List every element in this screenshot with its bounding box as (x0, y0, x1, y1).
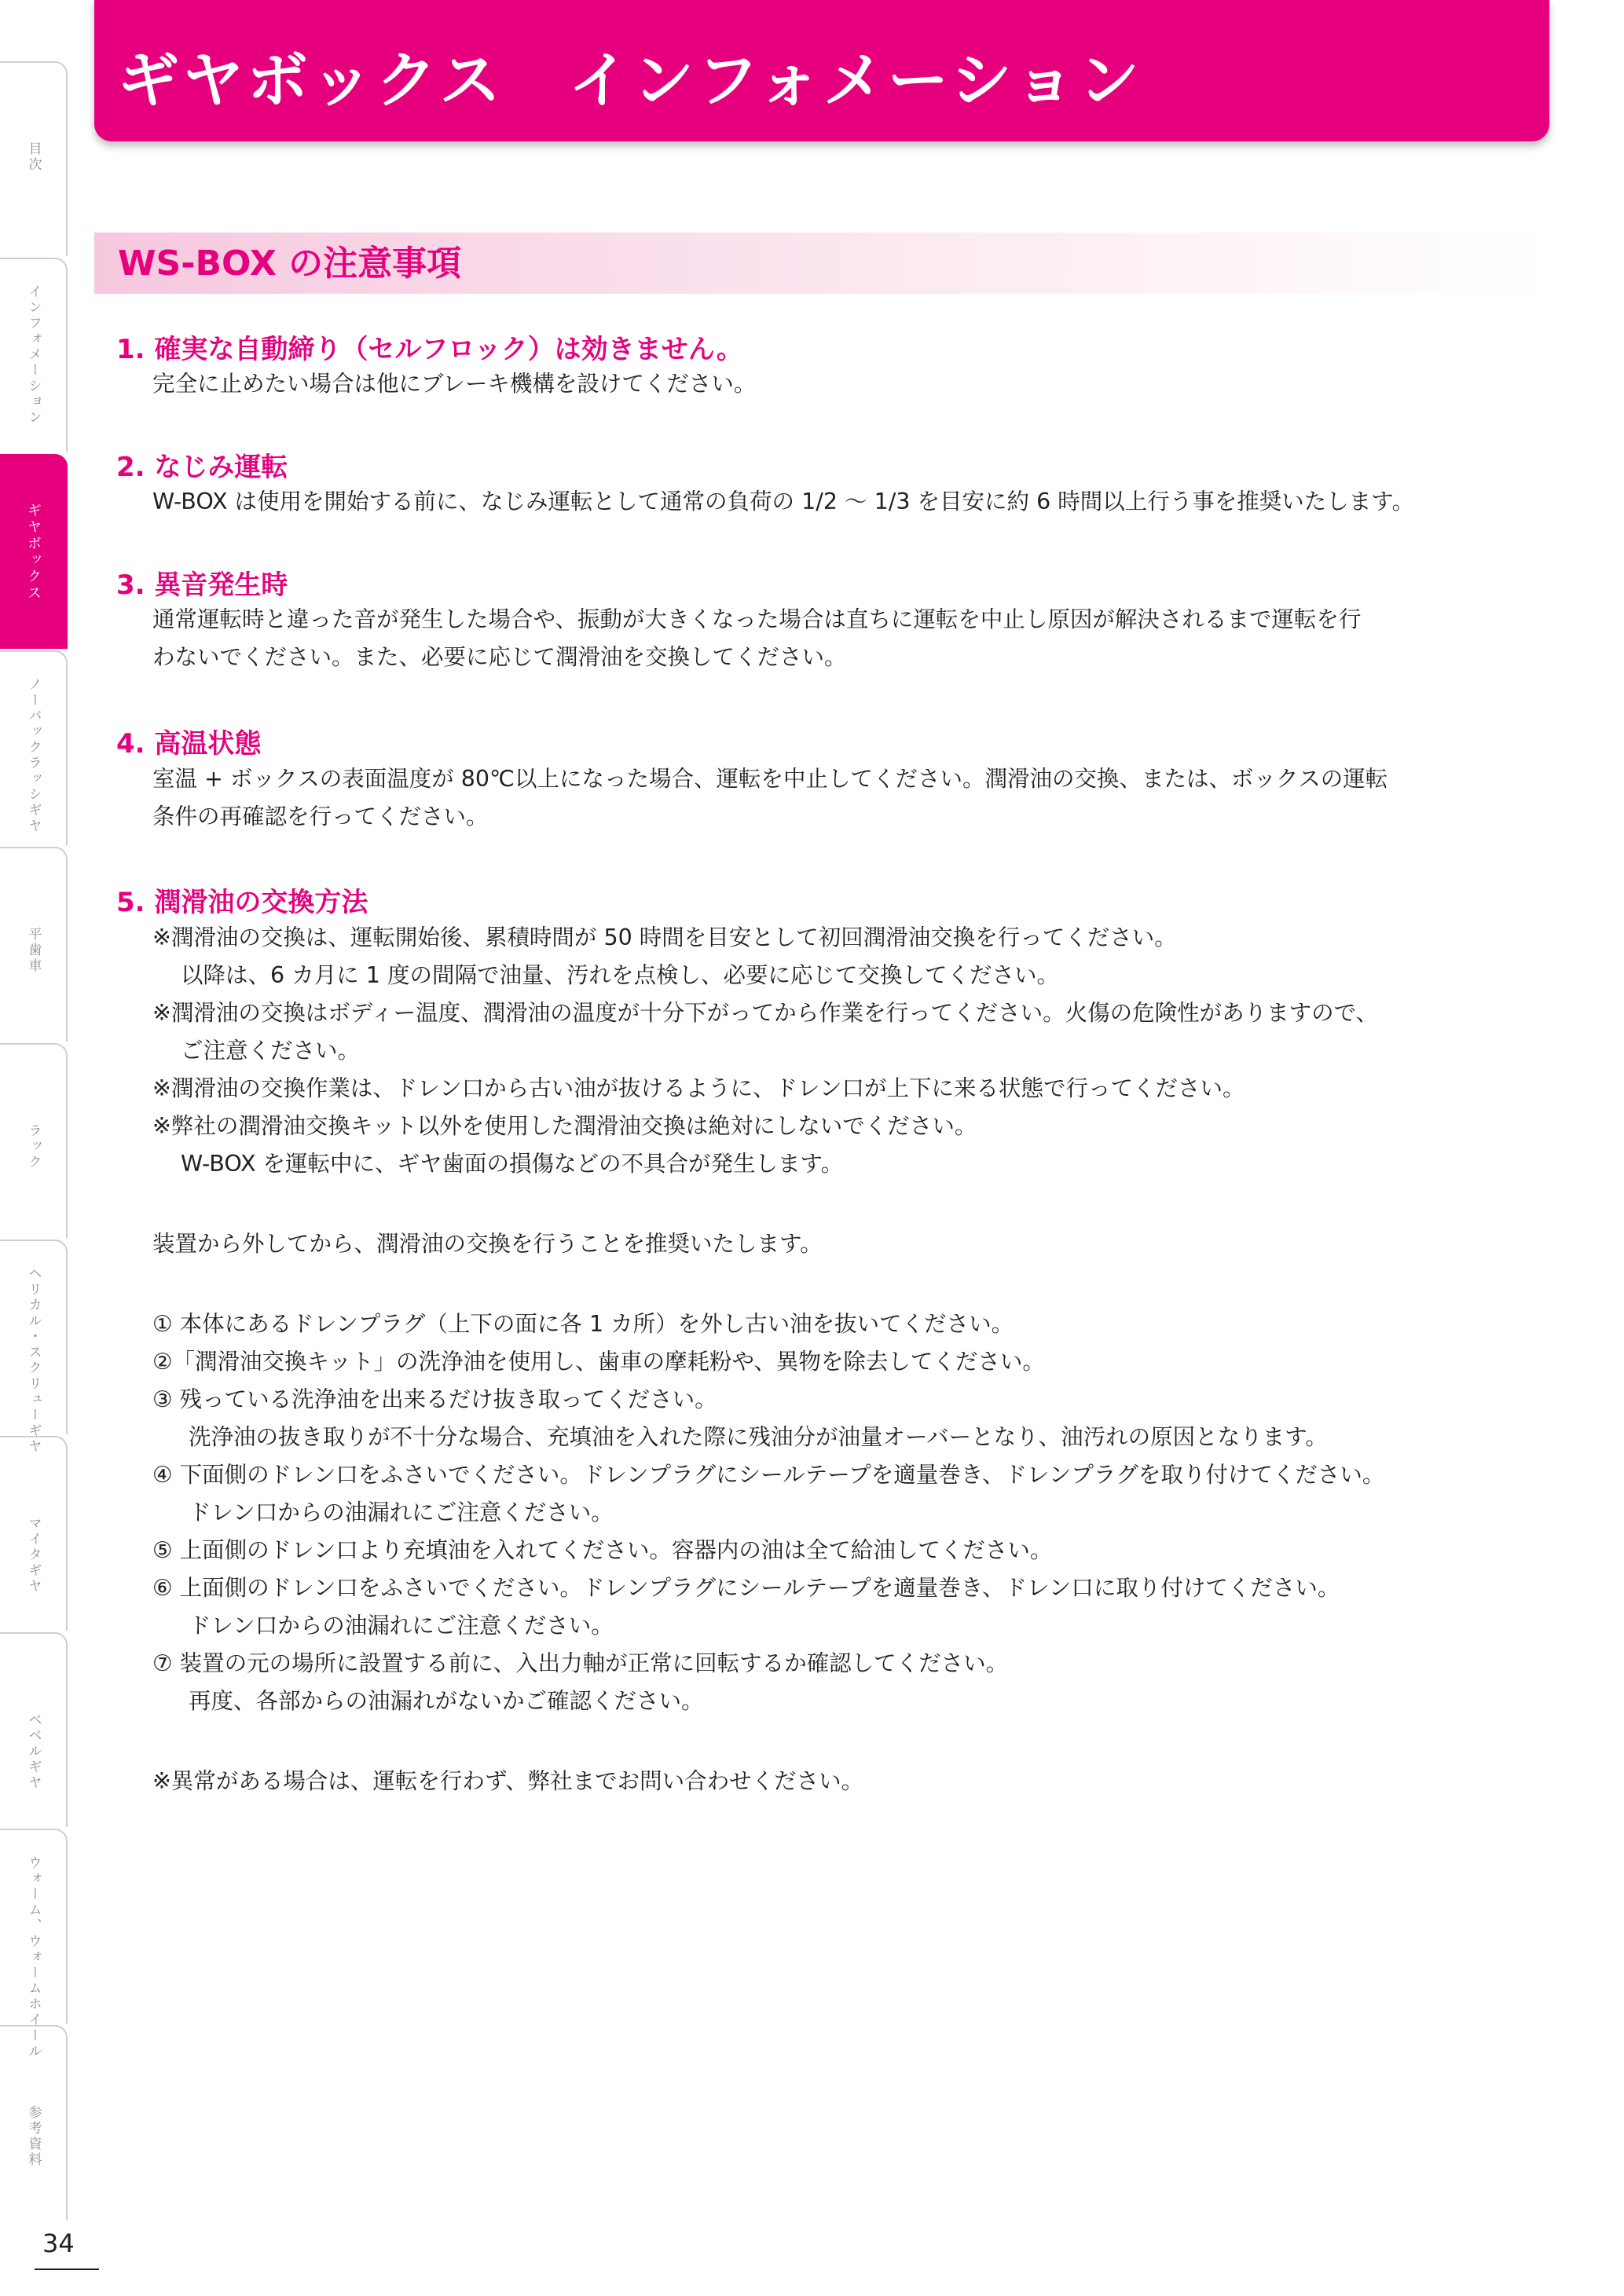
side-tab-label: ノーバックラッシギヤ (25, 677, 42, 834)
side-tab-information[interactable] (0, 258, 68, 452)
step-line: ⑥ 上面側のドレン口をふさいでください。ドレンプラグにシールテープを適量巻き、ドレン口に取り付けてください。 (152, 1575, 1340, 1601)
step-line: ドレン口からの油漏れにご注意ください。 (189, 1613, 614, 1639)
header-banner (94, 0, 1549, 141)
step-line: ① 本体にあるドレンプラグ（上下の面に各 1 カ所）を外し古い油を抜いてください。 (152, 1311, 1014, 1337)
side-tab-label: ベベルギヤ (25, 1712, 42, 1791)
note-line: ※潤滑油の交換は、運転開始後、累積時間が 50 時間を目安として初回潤滑油交換を行ってください。 (152, 925, 1177, 950)
step-line: 再度、各部からの油漏れがないかご確認ください。 (189, 1688, 704, 1714)
side-tab-contents[interactable] (0, 61, 68, 256)
side-tab-worm-wheel[interactable] (0, 1829, 68, 2060)
page-number: 34 (42, 2228, 75, 2258)
note-line: ※潤滑油の交換はボディー温度、潤滑油の温度が十分下がってから作業を行ってください。火傷の危険性がありますので、 (152, 1000, 1379, 1026)
side-tab-label: ウォーム、ウォームホイール (25, 1855, 42, 2060)
side-tab-helical-screw-gear[interactable] (0, 1240, 68, 1455)
page-title: ギヤボックス インフォメーション (118, 46, 1143, 116)
item-title: 3. 異音発生時 (116, 569, 288, 601)
item-title: 1. 確実な自動締り（セルフロック）は効きません。 (116, 334, 743, 365)
item-text: W-BOX は使用を開始する前に、なじみ運転として通常の負荷の 1/2 〜 1/3 を目安に約 6 時間以上行う事を推奨いたします。 (152, 489, 1414, 514)
item-text: 条件の再確認を行ってください。 (152, 804, 489, 829)
item-text: 室温 + ボックスの表面温度が 80℃以上になった場合、運転を中止してください。潤滑油の交換、または、ボックスの運転 (152, 766, 1388, 792)
note-line: ご注意ください。 (181, 1038, 361, 1064)
footer-divider (35, 2269, 99, 2270)
side-tab-reference[interactable] (0, 2025, 68, 2220)
note-line: W-BOX を運転中に、ギヤ歯面の損傷などの不具合が発生します。 (181, 1151, 844, 1177)
side-tab-label: ヘリカル・スクリューギヤ (25, 1266, 42, 1455)
item-text: 通常運転時と違った音が発生した場合や、振動が大きくなった場合は直ちに運転を中止し原因が解決されるまで運転を行 (152, 606, 1362, 632)
side-tab-label: ラック (25, 1123, 42, 1170)
item-title: 5. 潤滑油の交換方法 (116, 887, 368, 918)
section-heading-bar (94, 233, 1549, 294)
note-line: ※弊社の潤滑油交換キット以外を使用した潤滑油交換は絶対にしないでください。 (152, 1113, 977, 1139)
side-tab-spur-gear[interactable] (0, 847, 68, 1042)
side-tab-label: 平歯車 (25, 927, 42, 974)
side-tab-rack[interactable] (0, 1043, 68, 1238)
item-text: 完全に止めたい場合は他にブレーキ機構を設けてください。 (152, 371, 757, 397)
side-tab-label: 目次 (25, 141, 42, 173)
step-line: ③ 残っている洗浄油を出来るだけ抜き取ってください。 (152, 1386, 717, 1412)
step-line: ドレン口からの油漏れにご注意ください。 (189, 1500, 614, 1525)
side-tab-label: 参考資料 (25, 2105, 42, 2168)
side-tab-label: マイタギヤ (25, 1516, 42, 1595)
note-line: ※潤滑油の交換作業は、ドレン口から古い油が抜けるように、ドレン口が上下に来る状態で行ってください。 (152, 1075, 1245, 1101)
side-tab-no-backlash-gear[interactable] (0, 650, 68, 845)
side-tab-gearbox[interactable] (0, 454, 68, 649)
step-line: ⑦ 装置の元の場所に設置する前に、入出力軸が正常に回転するか確認してください。 (152, 1650, 1009, 1676)
section-title: WS-BOX の注意事項 (118, 244, 462, 284)
step-line: ⑤ 上面側のドレン口より充填油を入れてください。容器内の油は全て給油してください。 (152, 1537, 1053, 1563)
final-note: ※異常がある場合は、運転を行わず、弊社までお問い合わせください。 (152, 1768, 864, 1794)
step-line: 洗浄油の抜き取りが不十分な場合、充填油を入れた際に残油分が油量オーバーとなり、油汚れの原因となります。 (189, 1424, 1328, 1450)
step-line: ②「潤滑油交換キット」の洗浄油を使用し、歯車の摩耗粉や、異物を除去してください。 (152, 1349, 1045, 1375)
side-tab-label: ギヤボックス (25, 503, 42, 602)
step-line: ④ 下面側のドレン口をふさいでください。ドレンプラグにシールテープを適量巻き、ドレンプラグを取り付けてください。 (152, 1462, 1385, 1488)
item-title: 4. 高温状態 (116, 728, 262, 760)
side-tab-miter-gear[interactable] (0, 1436, 68, 1631)
item-text: わないでください。また、必要に応じて潤滑油を交換してください。 (152, 644, 847, 670)
side-tab-label: インフォメーション (25, 284, 42, 426)
note-line: 以降は、6 カ月に 1 度の間隔で油量、汚れを点検し、必要に応じて交換してください。 (181, 962, 1059, 988)
recommendation-text: 装置から外してから、潤滑油の交換を行うことを推奨いたします。 (152, 1231, 823, 1257)
item-title: 2. なじみ運転 (116, 452, 288, 483)
side-tab-bevel-gear[interactable] (0, 1632, 68, 1827)
